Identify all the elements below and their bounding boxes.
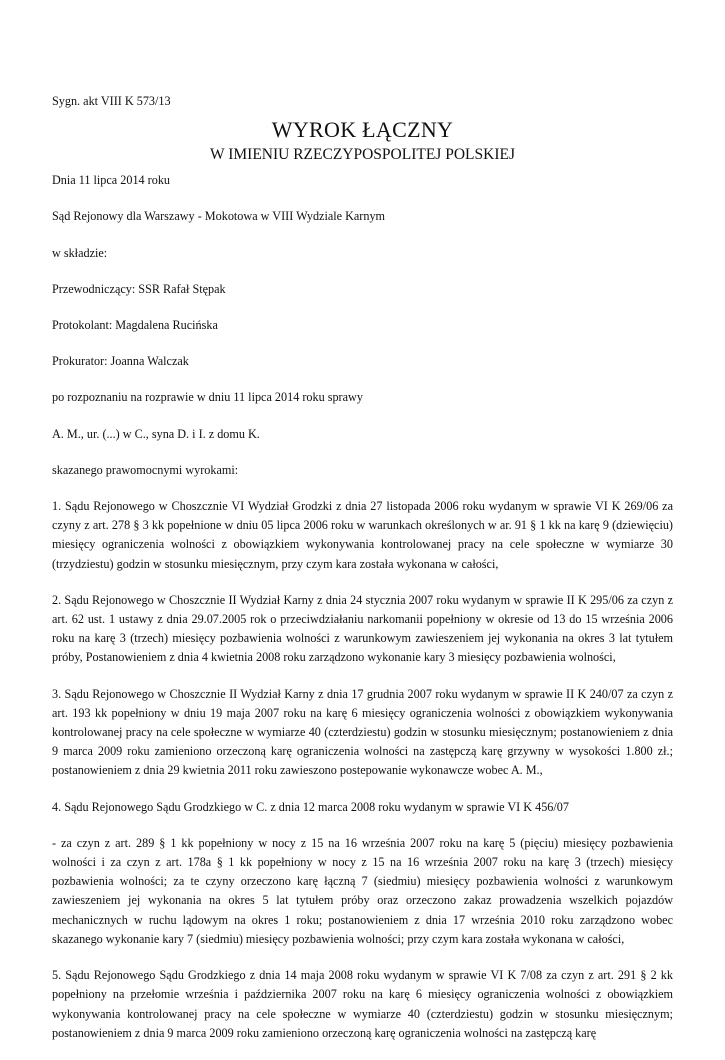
document-title: WYROK ŁĄCZNY [271, 117, 454, 143]
hearing-line: po rozpoznaniu na rozprawie w dniu 11 lipca 2014 roku sprawy [52, 390, 363, 405]
prosecutor-line: Prokurator: Joanna Walczak [52, 354, 189, 369]
judgment-item: 2. Sądu Rejonowego w Choszcznie II Wydział Karny z dnia 24 stycznia 2007 roku wydanym w sprawie II K 295/06 za czyn z art. 62 ust. 1 ustawy z dnia 29.07.2005 rok o przeciwdziałaniu narkomanii popełniony w okresie od 13 do 15 września 2006 roku na karę 3 (trzech) miesięcy pozbawienia wolności z warunkowym zawieszeniem jej wykonania na okres 3 lat tytułem próby, Postanowieniem z dnia 4 kwietnia 2008 roku zarządzono wykonanie kary 3 miesięcy pozbawienia wolności, [52, 592, 673, 665]
clerk-line: Protokolant: Magdalena Rucińska [52, 318, 218, 333]
defendant-line: A. M., ur. (...) w C., syna D. i I. z domu K. [52, 426, 260, 441]
judgment-item: 4. Sądu Rejonowego Sądu Grodzkiego w C. z dnia 12 marca 2008 roku wydanym w sprawie VI K 456/07 [52, 799, 569, 814]
court-line: Sąd Rejonowy dla Warszawy - Mokotowa w VIII Wydziale Karnym [52, 209, 386, 224]
judgment-item: 1. Sądu Rejonowego w Choszcznie VI Wydział Grodzki z dnia 27 listopada 2006 roku wydanym w sprawie VI K 269/06 za czyny z art. 278 § 3 kk popełnione w dniu 05 lipca 2006 roku w warunkach określonych w ar. 91 § 1 kk na karę 9 (dziewięciu) miesięcy ograniczenia wolności z obowiązkiem wykonywania kontrolowanej pracy na cele społeczne w wymiarze 30 (trzydziestu) godzin w stosunku miesięcznym, przy czym kara została wykonana w całości, [52, 499, 673, 571]
composition-line: w składzie: [52, 245, 108, 260]
date-line: Dnia 11 lipca 2014 roku [52, 173, 171, 188]
document-subtitle: W IMIENIU RZECZYPOSPOLITEJ POLSKIEJ [210, 146, 515, 164]
judgment-item: - za czyn z art. 289 § 1 kk popełniony w nocy z 15 na 16 września 2007 roku na karę 5 (pięciu) miesięcy pozbawienia wolności i za czyn z art. 178a § 1 kk popełniony w nocy z 15 na 16 września 2007 roku na karę 3 (trzech) miesięcy pozbawienia wolności; za te czyny orzeczono karę łączną 7 (siedmiu) miesięcy pozbawienia wolności z warunkowym zawieszeniem jej wykonania na okres 5 lat tytułem próby oraz orzeczono zakaz prowadzenia wszelkich pojazdów mechanicznych w ruchu lądowym na okres 1 roku; postanowieniem z dnia 17 września 2010 roku zarządzono wobec skazanego wykonanie kary 7 (siedmiu) miesięcy pozbawienia wolności; przy czym kara została wykonana w całości, [52, 835, 673, 946]
judgment-item: 3. Sądu Rejonowego w Choszcznie II Wydział Karny z dnia 17 grudnia 2007 roku wydanym w sprawie II K 240/07 za czyn z art. 193 kk popełniony w dniu 19 maja 2007 roku na karę 6 miesięcy ograniczenia wolności z obowiązkiem wykonywania kontrolowanej pracy na cele społeczne w wymiarze 40 (czterdziestu) godzin w stosunku miesięcznym; postanowieniem z dnia 9 marca 2009 roku zamieniono orzeczoną karę ograniczenia wolności na zastępczą karę grzywny w wysokości 1.800 zł.; postanowieniem z dnia 29 kwietnia 2011 roku zawieszono postepowanie wykonawcze wobec A. M., [52, 686, 673, 778]
case-number: Sygn. akt VIII K 573/13 [52, 94, 171, 108]
judgment-item: 5. Sądu Rejonowego Sądu Grodzkiego z dnia 14 maja 2008 roku wydanym w sprawie VI K 7/08 za czyn z art. 291 § 2 kk popełniony na przełomie września i października 2007 roku na karę 6 miesięcy ograniczenia wolności z obowiązkiem wykonywania kontrolowanej pracy na cele społeczne w wymiarze 40 (czterdziestu) godzin w stosunku miesięcznym; postanowieniem z dnia 9 marca 2009 roku zamieniono orzeczoną karę ograniczenia wolności na zastępczą karę [52, 968, 673, 1040]
document-page [52, 92, 673, 1060]
convicted-line: skazanego prawomocnymi wyrokami: [52, 462, 239, 477]
chair-line: Przewodniczący: SSR Rafał Stępak [52, 281, 226, 296]
